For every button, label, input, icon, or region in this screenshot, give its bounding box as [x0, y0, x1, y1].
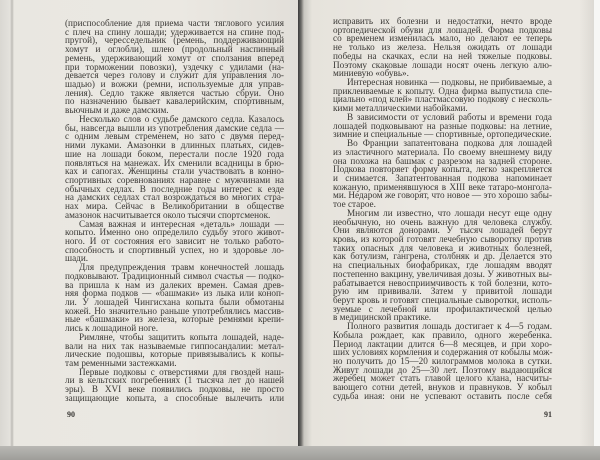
text-line: эры). В XVI веке появились подковы, не просто [65, 384, 284, 395]
text-line: Во Франции запатентована подкова для лошадей [347, 138, 552, 149]
text-line: победы на скачках, если на ней тяжелые подковы. [333, 50, 552, 61]
text-line: при торможении повозки), уздечку с удилами (на- [65, 61, 284, 72]
text-line: ные «башмаки» из железа, которые ремнями крепи- [65, 314, 284, 325]
text-line: Интересная новинка — подковы, не прибиваемые, а [347, 77, 552, 88]
left-page [0, 0, 298, 448]
paragraph [65, 333, 284, 368]
text-line: (приспособление для приема части тяглового усилия [65, 18, 284, 28]
paragraph [333, 78, 552, 113]
text-line: Кобыла рождает, как правило, одного жеребенка. [333, 329, 552, 340]
text-line: бы, навсегда вышли из употребления дамские седла — [65, 122, 284, 133]
text-line: исправить их болезни и недостатки, нечто вроде [333, 16, 552, 26]
text-line: со временем изменилась мало, но делают ее теперь [333, 33, 552, 44]
text-line: с одним левым стременем, но зато с двумя перед- [65, 131, 284, 142]
paragraph [333, 322, 552, 400]
text-line: копыто. Именно оно определило судьбу этого живот- [65, 227, 284, 238]
text-line: кожаную, применявшуюся в XIII веке татаро-монгола- [333, 181, 552, 192]
text-line: циально «под клей» пластмассовую подкову с несколь- [333, 94, 552, 105]
paragraph [65, 19, 284, 115]
paragraph [65, 263, 284, 333]
paragraph [333, 113, 552, 139]
text-line: из эластичного материала. По своему внешнему виду [333, 146, 552, 157]
text-line: ли. У лошадей Чингисхана копыта были обмотаны [65, 297, 284, 307]
text-line: хомут и оглобли), шлею (продольный наспинный [65, 44, 284, 55]
text-line: Поэтому скаковые лошади носят очень легкую алю- [333, 59, 552, 70]
text-line: жеребец может стать главой целого клана, насчиты- [333, 373, 552, 384]
paragraph [333, 17, 552, 78]
text-line: как ботулизм, гангрена, столбняк и др. Делается это [333, 251, 552, 262]
text-line: но получить до 15—20 килограммов молока в сутки. [333, 356, 552, 367]
text-line: постепенно вакцину, увеличивая дозы. У животных вы- [333, 268, 552, 279]
text-line: Многим ли известно, что лошади несут еще одну [347, 207, 552, 218]
page-edge [594, 0, 600, 446]
page-number-right: 91 [544, 410, 552, 419]
text-line: лошадей подковывают на разные подковы: на летние, [333, 120, 552, 131]
text-line: шади. [65, 253, 89, 264]
text-line: там ременными застежками. [65, 358, 177, 369]
text-line: Живут лошади до 25—30 лет. Поэтому выдающийся [333, 364, 552, 375]
text-line: она похожа на башмак с разрезом на задней стороне. [333, 155, 552, 166]
text-line: на специальных биофабриках, где лошадям вводят [333, 260, 552, 271]
paragraph [333, 209, 552, 322]
text-line: и снимается. Запатентованная подкова напоминает [333, 172, 552, 183]
text-line: ших условиях кормления и содержания от кобылы мож- [333, 347, 553, 358]
text-line: Первые подковы с отверстиями для гвоздей наш- [79, 366, 284, 377]
text-line: в медицинской практике. [333, 312, 432, 323]
text-line: кожей. Но значительно раньше употреблялись массив- [65, 305, 284, 316]
text-line: ва пришла к нам из далеких времен. Самая древ- [65, 279, 284, 290]
text-line: тое старое. [333, 199, 376, 210]
text-line: по назначению бывает кавалерийским, спортивным, [65, 96, 284, 107]
text-line: ления). Седло также является частью сбруи. Оно [65, 87, 284, 98]
text-line: подковывают. Традиционный символ счастья — подко- [65, 270, 284, 281]
paragraph [65, 115, 284, 220]
text-line: вьючным и даже дамским. [65, 105, 169, 116]
text-line: Период лактации длится 6—8 месяцев, и при хоро- [333, 338, 552, 349]
text-line: В зависимости от условий работы и времени года [347, 111, 552, 122]
text-line: вали на них так называемые гиппосандалии: метал- [65, 340, 284, 351]
text-line: способность и спортивный успех, но и здоровье ло- [65, 244, 284, 255]
text-line: необычную, но очень важную для человека службу. [333, 216, 552, 227]
text-line: зимние и специальные — спортивные, ортопедические. [333, 129, 552, 140]
text-line: вающего сотни детей, внуков и правнуков. У кобыл [333, 382, 552, 393]
right-page-text [333, 17, 552, 401]
text-line: кими металлическими набойками. [333, 103, 468, 114]
text-line: приклеиваемые к копыту. Одна фирма выпустила спе- [333, 85, 552, 96]
text-line: ного. И от состояния его зависит не только работо- [65, 235, 284, 246]
text-line: Полного развития лошадь достигает к 4—5 годам. [347, 321, 552, 332]
scan-bottom-edge [0, 446, 600, 460]
text-line: на дамских седлах стал возрождаться во многих стра- [65, 192, 284, 203]
text-line: не только из железа. Нельзя ожидать от лошади [333, 42, 552, 53]
text-line: Несколько слов о судьбе дамского седла. Казалось [79, 113, 284, 124]
left-page-text [65, 19, 284, 403]
text-line: рабатывается невосприимчивость к той болезни, кото- [333, 277, 552, 288]
paragraph [333, 139, 552, 209]
text-line: Они являются донорами. У тысяч лошадей берут [333, 225, 552, 236]
text-line: ках и сапогах. Женщины стали участвовать в конно- [65, 166, 284, 177]
text-line: амазонок насчитывается около тысячи спортсменок. [65, 209, 271, 220]
text-line: лические подошвы, которые привязывались к копы- [65, 349, 284, 360]
text-line: шие на лошади боком, перестали после 1920 года [65, 148, 284, 159]
page-number-left: 90 [67, 410, 75, 419]
text-line: лись к лошадиной ноге. [65, 323, 159, 334]
text-line: девается через голову и служит для управления ло- [65, 70, 284, 81]
text-line: спортивных соревнованиях наравне с мужчинами на [65, 174, 284, 185]
text-line: зуемые с лечебной или профилактической целью [333, 303, 552, 314]
text-line: няя форма подков — «башмаки» из лыка или коноп- [65, 288, 284, 299]
text-line: миниевую «обувь». [333, 68, 409, 79]
text-line: нах мира. Сейчас в Великобритании в обществе [65, 201, 284, 212]
text-line: Самая важная и интересная «деталь» лошади — [79, 218, 284, 229]
text-line: появляться на манежах. Их сменили всадницы в брю- [65, 157, 284, 168]
text-line: ли в кельтских погребениях (1 тысяча лет до нашей [65, 375, 284, 386]
paragraph [65, 368, 284, 403]
text-line: Подкова повторяет форму копыта, легко закрепляется [333, 164, 552, 175]
text-line: Римляне, чтобы защитить копыта лошадей, наде- [79, 331, 284, 342]
text-line: пругой), чересседельник (ремень, поддерживающий [65, 35, 284, 46]
text-line: ними луками. Амазонки в длинных платьях, сидев- [65, 140, 284, 151]
text-line: обычных седлах. В последние годы интерес к езде [65, 183, 284, 194]
text-line: ремень, удерживающий хомут от сползания вперед [65, 52, 284, 63]
text-line: судьба иная: они не успевают оставить после себя [333, 390, 552, 401]
text-line: с плеч на спину лошади; удерживается на спине под- [65, 26, 284, 37]
text-line: ортопедической обуви для лошадей. Форма подковы [333, 24, 552, 35]
text-line: кровь, из которой готовят лечебную сыворотку против [333, 233, 552, 244]
text-line: рую им прививали. Затем у привитой лошади [333, 286, 552, 297]
right-page [298, 0, 594, 448]
text-line: ми. Недаром же говорят, что новое — это хорошо забы- [333, 190, 552, 201]
text-line: шадью) и вожжи (ремни, используемые для управ- [65, 79, 284, 90]
paragraph [65, 220, 284, 264]
text-line: таких опасных для человека и животных болезней, [333, 242, 552, 253]
text-line: берут кровь и готовят специальные сыворотки, исполь- [333, 295, 552, 305]
text-line: Для предупреждения травм конечностей лошадь [79, 262, 284, 273]
text-line: защищающие копыта, а способные вылечить или [65, 392, 284, 403]
